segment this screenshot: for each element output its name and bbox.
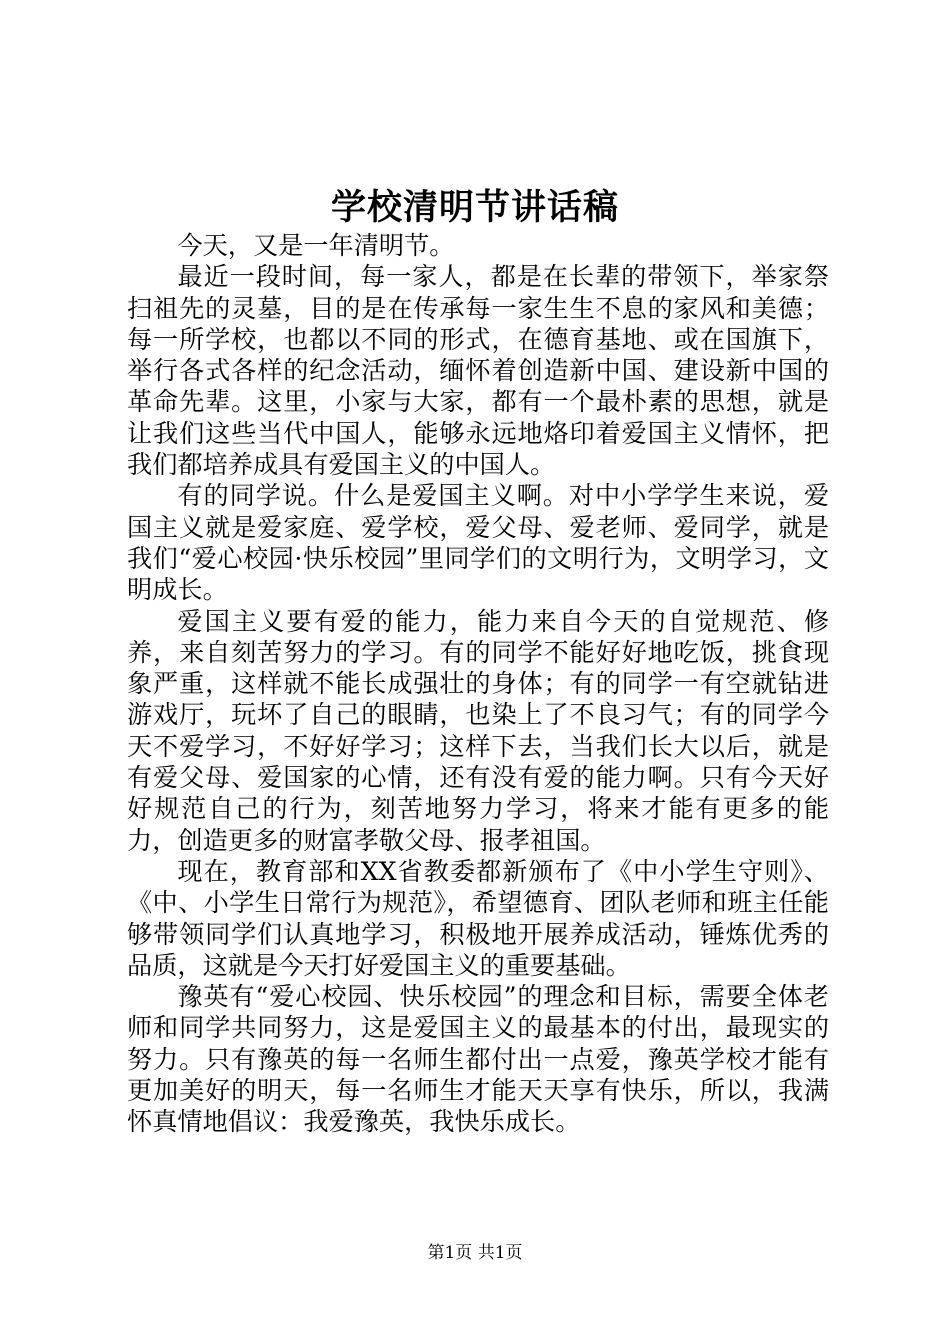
document-body xyxy=(127,230,829,1138)
paragraph: 今天，又是一年清明节。 xyxy=(177,231,455,260)
document-title: 学校清明节讲话稿 xyxy=(330,188,619,228)
paragraph: 豫英有“爱心校园、快乐校园”的理念和目标，需要全体老师和同学共同努力，这是爱国主义的最基本的付出，最现实的努力。只有豫英的每一名师生都付出一点爱，豫英学校才能有更加美好的明天，每一名师生才能天天享有快乐，所以，我满怀真情地倡议：我爱豫英，我快乐成长。 xyxy=(127,982,829,1137)
paragraph: 爱国主义要有爱的能力，能力来自今天的自觉规范、修养，来自刻苦努力的学习。有的同学不能好好地吃饭，挑食现象严重，这样就不能长成强壮的身体；有的同学一有空就钻进游戏厅，玩坏了自己的眼睛，也染上了不良习气；有的同学今天不爱学习，不好好学习；这样下去，当我们长大以后，就是有爱父母、爱国家的心情，还有没有爱的能力啊。只有今天好好规范自己的行为，刻苦地努力学习，将来才能有更多的能力，创造更多的财富孝敬父母、报孝祖国。 xyxy=(127,606,829,855)
paragraph: 现在，教育部和XX省教委都新颁布了《中小学生守则》、《中、小学生日常行为规范》，希望德育、团队老师和班主任能够带领同学们认真地学习，积极地开展养成活动，锤炼优秀的品质，这就是今天打好爱国主义的重要基础。 xyxy=(127,856,829,980)
paragraph: 最近一段时间，每一家人，都是在长辈的带领下，举家祭扫祖先的灵墓，目的是在传承每一家生生不息的家风和美德；每一所学校，也都以不同的形式，在德育基地、或在国旗下，举行各式各样的纪念活动，缅怀着创造新中国、建设新中国的革命先辈。这里，小家与大家，都有一个最朴素的思想，就是让我们这些当代中国人，能够永远地烙印着爱国主义情怀，把我们都培养成具有爱国主义的中国人。 xyxy=(127,262,829,480)
paragraph: 有的同学说。什么是爱国主义啊。对中小学学生来说，爱国主义就是爱家庭、爱学校，爱父母、爱老师、爱同学，就是我们“爱心校园·快乐校园”里同学们的文明行为，文明学习，文明成长。 xyxy=(127,481,829,605)
page-number-footer: 第1页 共1页 xyxy=(427,1243,523,1263)
